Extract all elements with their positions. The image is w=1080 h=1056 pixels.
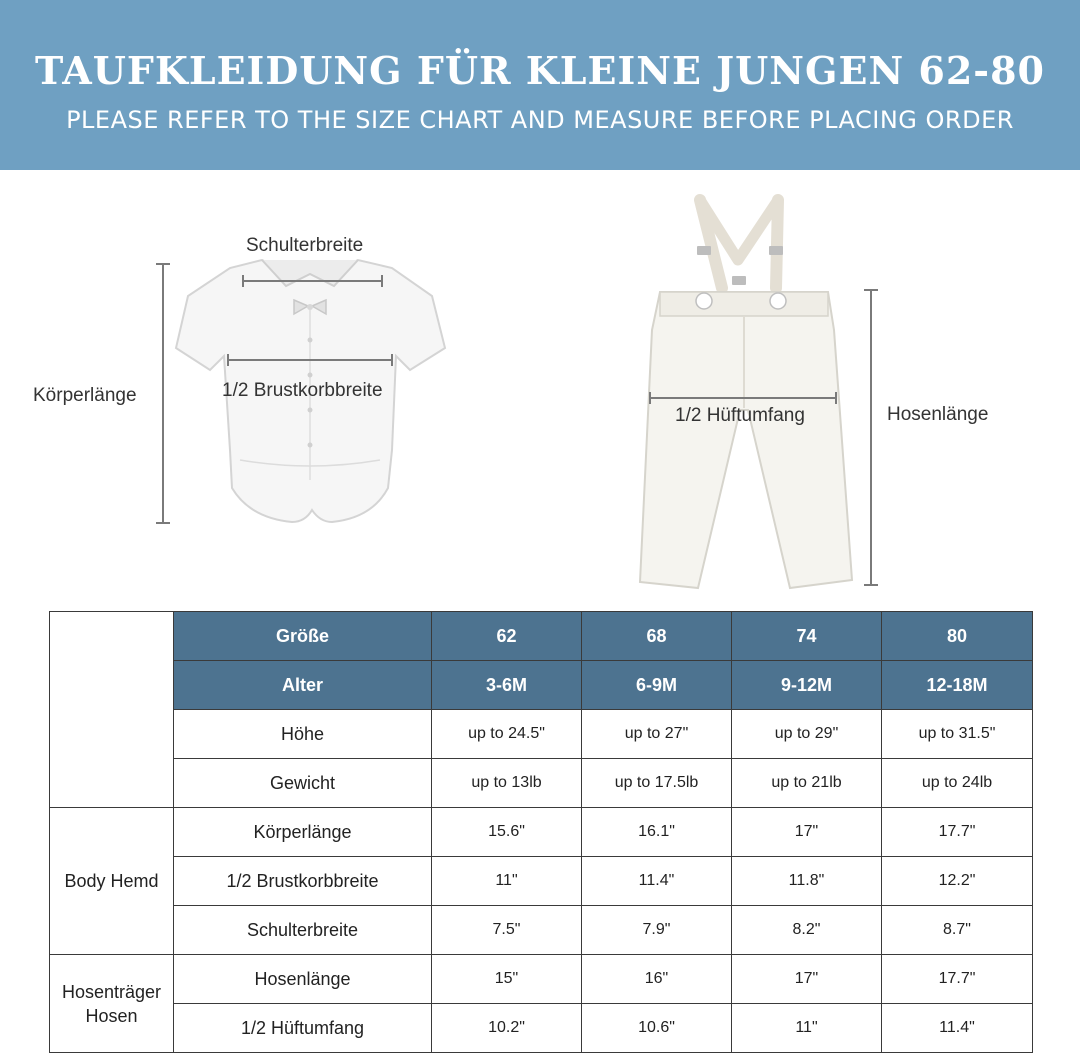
age-value: 6-9M bbox=[582, 661, 732, 710]
row-label-pant-length: Hosenlänge bbox=[174, 955, 432, 1004]
table-cell: up to 17.5lb bbox=[582, 759, 732, 808]
table-cell: 17" bbox=[732, 955, 882, 1004]
table-cell: 15" bbox=[432, 955, 582, 1004]
shoulder-width-label: Schulterbreite bbox=[246, 235, 364, 256]
size-value: 68 bbox=[582, 612, 732, 661]
row-label-hip: 1/2 Hüftumfang bbox=[174, 1004, 432, 1053]
table-cell: up to 13lb bbox=[432, 759, 582, 808]
age-value: 9-12M bbox=[732, 661, 882, 710]
table-cell: up to 24.5" bbox=[432, 710, 582, 759]
body-length-label: Körperlänge bbox=[33, 385, 137, 406]
group-label-line: Hosen bbox=[85, 1005, 138, 1026]
table-row bbox=[50, 955, 1033, 1004]
table-cell: 11.4" bbox=[882, 1004, 1033, 1053]
table-cell: 11" bbox=[432, 857, 582, 906]
table-row bbox=[50, 759, 1033, 808]
table-row bbox=[50, 906, 1033, 955]
table-cell: up to 27" bbox=[582, 710, 732, 759]
banner-subtitle: PLEASE REFER TO THE SIZE CHART AND MEASURE BEFORE PLACING ORDER bbox=[66, 106, 1014, 134]
table-corner-cell bbox=[50, 612, 174, 808]
table-cell: up to 29" bbox=[732, 710, 882, 759]
row-label-body-length: Körperlänge bbox=[174, 808, 432, 857]
table-cell: 12.2" bbox=[882, 857, 1033, 906]
table-row-size bbox=[50, 612, 1033, 661]
table-cell: up to 21lb bbox=[732, 759, 882, 808]
group-label-suspender-pants bbox=[50, 955, 174, 1053]
table-cell: 10.2" bbox=[432, 1004, 582, 1053]
header-banner bbox=[0, 0, 1080, 170]
suspender-pants-image bbox=[640, 200, 852, 588]
group-label-line: Hosenträger bbox=[61, 981, 162, 1002]
age-value: 3-6M bbox=[432, 661, 582, 710]
table-cell: 11.8" bbox=[732, 857, 882, 906]
table-cell: up to 31.5" bbox=[882, 710, 1033, 759]
table-cell: 8.2" bbox=[732, 906, 882, 955]
table-cell: 17.7" bbox=[882, 808, 1033, 857]
table-row-age bbox=[50, 661, 1033, 710]
table-cell: 16.1" bbox=[582, 808, 732, 857]
row-label-shoulder: Schulterbreite bbox=[174, 906, 432, 955]
table-cell: 11.4" bbox=[582, 857, 732, 906]
garment-illustration bbox=[0, 170, 1080, 610]
group-label-body-shirt: Body Hemd bbox=[50, 808, 174, 955]
table-cell: 7.9" bbox=[582, 906, 732, 955]
table-cell: 7.5" bbox=[432, 906, 582, 955]
row-label-height: Höhe bbox=[174, 710, 432, 759]
table-cell: 17" bbox=[732, 808, 882, 857]
size-value: 62 bbox=[432, 612, 582, 661]
table-row bbox=[50, 710, 1033, 759]
row-label-weight: Gewicht bbox=[174, 759, 432, 808]
pant-length-label: Hosenlänge bbox=[887, 404, 989, 425]
age-header: Alter bbox=[174, 661, 432, 710]
table-row bbox=[50, 857, 1033, 906]
age-value: 12-18M bbox=[882, 661, 1033, 710]
table-cell: 8.7" bbox=[882, 906, 1033, 955]
hip-width-label: 1/2 Hüftumfang bbox=[675, 405, 805, 426]
table-cell: 10.6" bbox=[582, 1004, 732, 1053]
table-cell: up to 24lb bbox=[882, 759, 1033, 808]
size-value: 74 bbox=[732, 612, 882, 661]
table-cell: 17.7" bbox=[882, 955, 1033, 1004]
banner-title: TAUFKLEIDUNG FÜR KLEINE JUNGEN 62-80 bbox=[35, 48, 1045, 93]
size-chart-table bbox=[49, 611, 1033, 1053]
size-value: 80 bbox=[882, 612, 1033, 661]
table-row bbox=[50, 1004, 1033, 1053]
table-cell: 16" bbox=[582, 955, 732, 1004]
table-cell: 15.6" bbox=[432, 808, 582, 857]
chest-width-label: 1/2 Brustkorbbreite bbox=[222, 380, 383, 401]
table-cell: 11" bbox=[732, 1004, 882, 1053]
size-header: Größe bbox=[174, 612, 432, 661]
table-row bbox=[50, 808, 1033, 857]
row-label-chest: 1/2 Brustkorbbreite bbox=[174, 857, 432, 906]
